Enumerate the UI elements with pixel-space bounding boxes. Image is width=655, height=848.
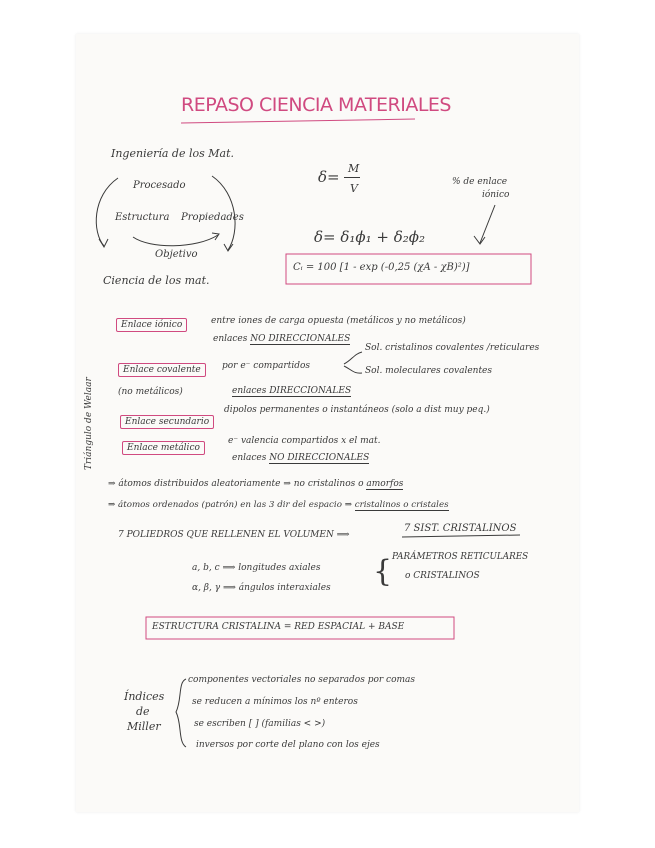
- params-result2: o CRISTALINOS: [405, 571, 480, 581]
- atoms-line1b: amorfos: [366, 479, 404, 489]
- bond-ionic-line1: entre iones de carga opuesta (metálicos y no metálicos): [211, 316, 466, 326]
- bond-covalent-branch2: Sol. moleculares covalentes: [365, 366, 493, 376]
- bond-label-ionic: Enlace iónico: [116, 318, 187, 332]
- density-denominator: V: [350, 182, 358, 195]
- bond-metallic-line2b: NO DIRECCIONALES: [269, 453, 370, 463]
- bond-covalent-branch1: Sol. cristalinos covalentes /reticulares: [365, 343, 540, 353]
- atoms-line2b: cristalinos o cristales: [354, 500, 449, 510]
- params-brace: {: [373, 554, 393, 589]
- bond-metallic-line2a: enlaces: [232, 453, 270, 463]
- diagram-bottom-label: Ciencia de los mat.: [103, 274, 210, 287]
- mixture-density-formula: δ= δ₁ϕ₁ + δ₂ϕ₂: [314, 228, 426, 246]
- atoms-line2a: ⇒ átomos ordenados (patrón) en las 3 dir del espacio ⇒: [108, 500, 355, 510]
- miller-line-3: se escriben [ ] (familias < >): [194, 719, 326, 729]
- diagram-objetivo: Objetivo: [155, 249, 198, 260]
- params-result1: PARÁMETROS RETICULARES: [392, 552, 529, 562]
- diagram-top-label: Ingeniería de los Mat.: [111, 147, 234, 160]
- ionic-percent-formula: Cᵢ = 100 [1 - exp (-0,25 (χA - χB)²)]: [293, 262, 470, 273]
- diagram-procesado: Procesado: [133, 180, 186, 191]
- atoms-line1a: ⇒ átomos distribuidos aleatoriamente ⇒ no cristalinos o: [108, 479, 367, 489]
- bond-covalent-line1: por e⁻ compartidos: [222, 361, 310, 371]
- bond-covalent-line2: enlaces DIRECCIONALES: [232, 386, 352, 396]
- bond-metallic-line1: e⁻ valencia compartidos x el mat.: [228, 436, 381, 446]
- miller-label-3: Miller: [127, 720, 161, 733]
- side-label: Triángulo de Welaar: [84, 377, 94, 470]
- crystal-systems: 7 SIST. CRISTALINOS: [404, 523, 517, 534]
- params-row2: α, β, γ ⟹ ángulos interaxiales: [192, 583, 331, 593]
- bond-ionic-line2a: enlaces: [213, 334, 251, 344]
- bond-label-covalent: Enlace covalente: [118, 363, 206, 377]
- bond-label-secondary: Enlace secundario: [120, 415, 214, 429]
- miller-label-2: de: [136, 705, 150, 718]
- miller-line-4: inversos por corte del plano con los ejes: [196, 740, 380, 750]
- bond-secondary-line1: dipolos permanentes o instantáneos (solo a dist muy peq.): [224, 405, 490, 415]
- crystal-structure-definition: ESTRUCTURA CRISTALINA = RED ESPACIAL + BASE: [152, 622, 405, 632]
- miller-line-2: se reducen a mínimos los nº enteros: [192, 697, 358, 707]
- miller-label-1: Índices: [124, 690, 165, 703]
- density-numerator: M: [348, 162, 360, 175]
- params-row1: a, b, c ⟹ longitudes axiales: [192, 563, 321, 573]
- bond-covalent-sub: (no metálicos): [118, 387, 183, 397]
- bond-ionic-line2b: NO DIRECCIONALES: [250, 334, 351, 344]
- polyhedra-text: 7 POLIEDROS QUE RELLENEN EL VOLUMEN ⟹: [118, 530, 350, 540]
- bond-label-metallic: Enlace metálico: [122, 441, 205, 455]
- diagram-propiedades: Propiedades: [181, 212, 244, 223]
- ionic-note-line1: % de enlace: [452, 177, 508, 187]
- diagram-estructura: Estructura: [115, 212, 170, 223]
- fraction-bar: [344, 177, 360, 178]
- miller-line-1: componentes vectoriales no separados por comas: [188, 675, 416, 685]
- density-lhs: δ=: [318, 168, 340, 186]
- ionic-note-line2: iónico: [482, 190, 510, 200]
- page-title: REPASO CIENCIA MATERIALES: [181, 94, 451, 116]
